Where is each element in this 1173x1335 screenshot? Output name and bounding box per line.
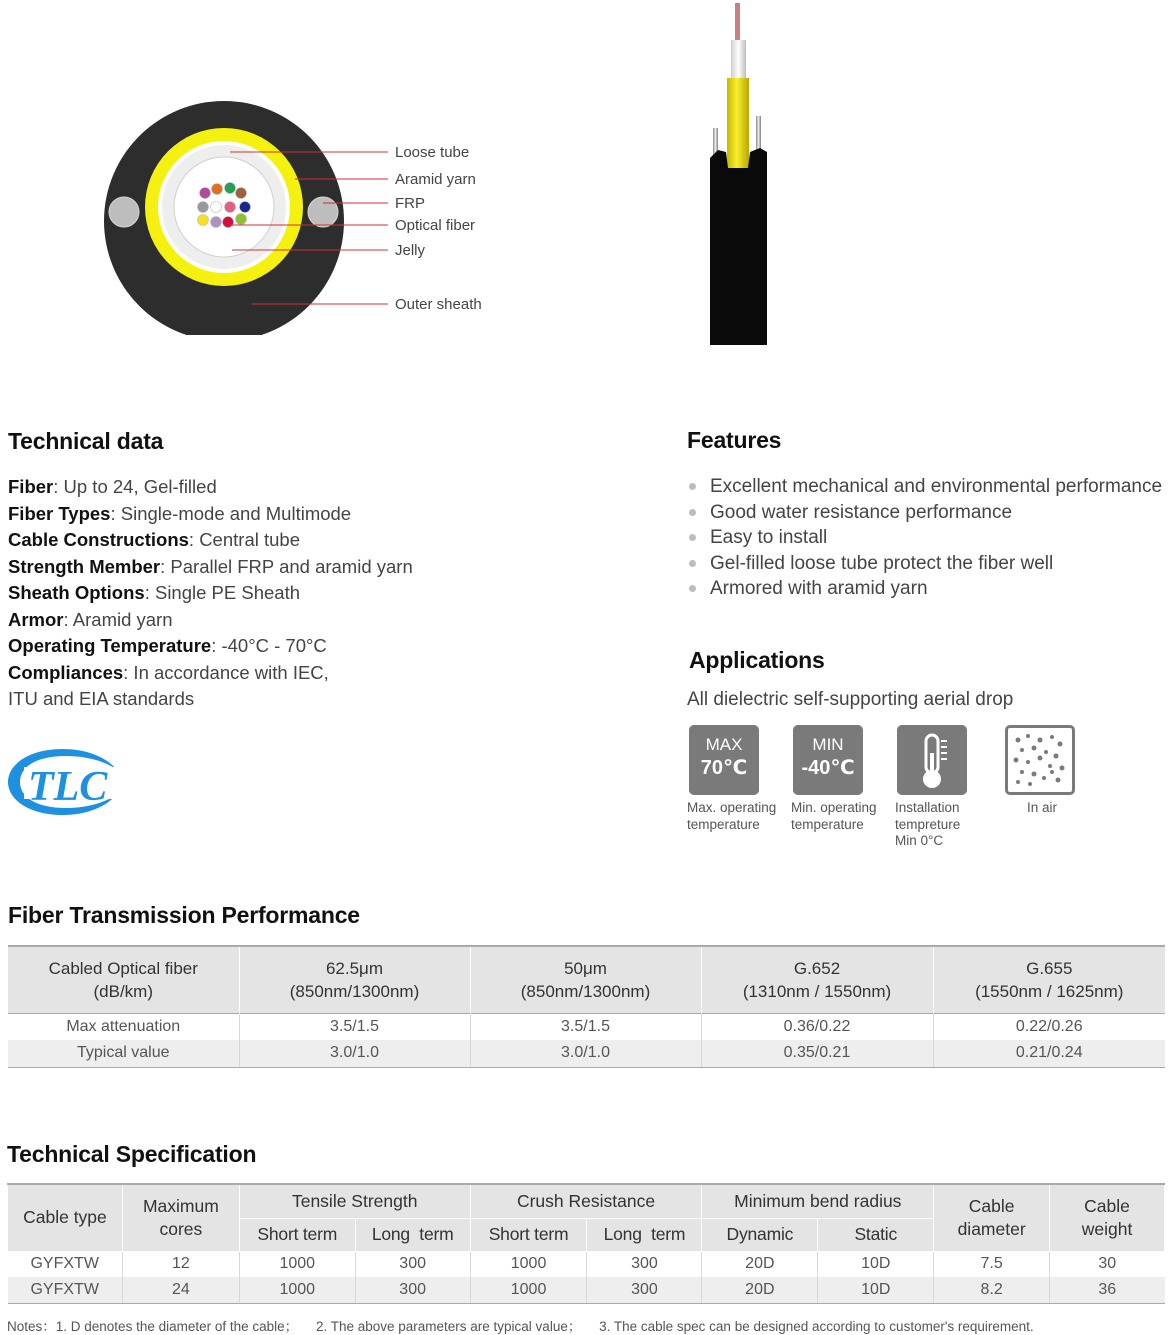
label-jelly: Jelly — [395, 242, 426, 259]
optical-fiber — [198, 202, 209, 213]
applications-text: All dielectric self-supporting aerial drop — [687, 689, 1014, 710]
table-cell: 0.36/0.22 — [701, 1013, 933, 1040]
applications-title: Applications — [689, 647, 825, 673]
technical-data-row — [8, 554, 413, 581]
features-title: Features — [687, 427, 782, 453]
header-cable-diameter: Cable diameter — [934, 1184, 1050, 1251]
header-maximum-cores: Maximum cores — [122, 1184, 239, 1251]
optical-fiber — [211, 217, 222, 228]
optical-fiber — [223, 217, 234, 228]
max-temperature-icon — [689, 725, 759, 795]
note-1: Notes：1. D denotes the diameter of the cable； — [7, 1319, 299, 1334]
row-value: : Aramid yarn — [63, 608, 173, 630]
table-cell: GYFXTW — [8, 1277, 123, 1303]
technical-data-list — [8, 474, 413, 713]
feature-item: Good water resistance performance — [688, 500, 1162, 526]
features-list — [688, 474, 1162, 602]
header-g655: G.655 (1550nm / 1625nm) — [933, 946, 1165, 1013]
table-cell: 24 — [122, 1277, 239, 1303]
technical-data-row — [8, 660, 413, 687]
technical-data-title: Technical data — [8, 428, 164, 454]
table-cell: 10D — [818, 1277, 934, 1303]
technical-data-row — [8, 580, 413, 607]
table-cell: 3.5/1.5 — [470, 1013, 701, 1040]
table-cell: GYFXTW — [8, 1251, 123, 1277]
table-cell: 3.0/1.0 — [239, 1040, 470, 1067]
header-cable-weight: Cable weight — [1050, 1184, 1165, 1251]
optical-fiber — [212, 184, 223, 195]
table-cell: 1000 — [239, 1277, 355, 1303]
optical-fiber — [236, 188, 247, 199]
table-cell: 1000 — [239, 1251, 355, 1277]
table-cell: 7.5 — [934, 1251, 1050, 1277]
header-g652: G.652 (1310nm / 1550nm) — [701, 946, 933, 1013]
header-minimum-bend-radius: Minimum bend radius — [702, 1184, 934, 1218]
row-key: Fiber — [8, 476, 54, 497]
technical-specification-title: Technical Specification — [7, 1141, 257, 1167]
technical-data-row — [8, 474, 413, 501]
min-temperature-icon — [793, 725, 863, 795]
header-crush-short-term: Short term — [470, 1218, 587, 1251]
installation-temperature-caption: Installation tempreture Min 0°C — [895, 800, 961, 848]
table-cell: Typical value — [8, 1040, 239, 1067]
table-cell: 0.21/0.24 — [933, 1040, 1165, 1067]
table-cell: 1000 — [470, 1251, 587, 1277]
row-value: : Up to 24, Gel-filled — [53, 476, 217, 497]
row-key: Strength Member — [8, 555, 161, 577]
cable-cross-section-diagram — [100, 85, 500, 335]
technical-data-row — [8, 633, 413, 660]
header-tensile-strength: Tensile Strength — [239, 1184, 470, 1218]
jelly — [174, 157, 274, 257]
optical-fiber — [225, 183, 236, 194]
in-air-caption: In air — [1027, 800, 1058, 815]
table-cell: 1000 — [470, 1277, 587, 1303]
table-cell: 300 — [355, 1251, 470, 1277]
header-tensile-long-term: Long term — [355, 1218, 470, 1251]
fiber-transmission-title: Fiber Transmission Performance — [8, 902, 360, 928]
table-row — [8, 1277, 1165, 1303]
row-value: : In accordance with IEC, — [123, 661, 329, 683]
cable-side-view-illustration — [700, 0, 780, 345]
optical-fiber — [225, 202, 236, 213]
table-cell: 0.35/0.21 — [701, 1040, 933, 1067]
optical-fiber — [198, 215, 209, 226]
technical-data-row — [8, 501, 413, 528]
optical-fiber — [200, 188, 211, 199]
row-value: : Parallel FRP and aramid yarn — [160, 555, 413, 577]
row-value: : Single PE Sheath — [144, 582, 301, 603]
row-key: Armor — [8, 608, 64, 630]
table-row — [8, 1251, 1165, 1277]
header-50um: 50μm (850nm/1300nm) — [470, 946, 701, 1013]
table-header-row — [8, 946, 1165, 1013]
table-cell: 300 — [355, 1277, 470, 1303]
row-value: : -40°C - 70°C — [211, 635, 327, 656]
table-cell: 12 — [122, 1251, 239, 1277]
row-key: Cable Constructions — [8, 529, 189, 550]
table-cell: 300 — [587, 1277, 702, 1303]
optical-fiber — [240, 202, 251, 213]
table-cell: 8.2 — [934, 1277, 1050, 1303]
loose-tube-exposed — [731, 40, 746, 80]
min-label: MIN — [812, 735, 844, 754]
header-cabled-optical-fiber: Cabled Optical fiber (dB/km) — [8, 946, 239, 1013]
header-62-5um: 62.5μm (850nm/1300nm) — [239, 946, 470, 1013]
technical-data-row — [8, 527, 413, 554]
row-key: Sheath Options — [8, 582, 145, 603]
label-loose-tube: Loose tube — [395, 144, 470, 161]
header-crush-resistance: Crush Resistance — [470, 1184, 702, 1218]
table-cell: 3.5/1.5 — [239, 1013, 470, 1040]
max-value: 70℃ — [700, 757, 748, 779]
header-cable-type: Cable type — [8, 1184, 123, 1251]
aramid-yarn-exposed — [727, 78, 749, 168]
feature-item: Armored with aramid yarn — [688, 576, 1162, 602]
header-bend-static: Static — [818, 1218, 934, 1251]
label-frp: FRP — [395, 195, 425, 212]
optical-fiber — [211, 202, 222, 213]
table-cell: 0.22/0.26 — [933, 1013, 1165, 1040]
row-value: : Central tube — [188, 529, 300, 550]
table-cell: Max attenuation — [8, 1013, 239, 1040]
fiber-transmission-table — [8, 945, 1165, 1068]
feature-item: Excellent mechanical and environmental performance — [688, 474, 1162, 500]
table-row — [8, 1013, 1165, 1040]
table-header-row — [8, 1184, 1165, 1218]
thermometer-icon — [897, 725, 967, 795]
min-value: -40℃ — [801, 757, 855, 779]
header-bend-dynamic: Dynamic — [702, 1218, 818, 1251]
optical-fiber — [236, 214, 247, 225]
header-tensile-short-term: Short term — [239, 1218, 355, 1251]
technical-specification-table — [7, 1183, 1165, 1304]
outer-sheath-exposed — [710, 148, 767, 345]
table-cell: 36 — [1050, 1277, 1165, 1303]
logo-text: TLC — [28, 764, 108, 810]
min-temperature-caption: Min. operating temperature — [791, 800, 877, 832]
note-2: 2. The above parameters are typical value； — [315, 1319, 582, 1334]
feature-item: Easy to install — [688, 525, 1162, 551]
table-row — [8, 1040, 1165, 1067]
note-3: 3. The cable spec can be designed according to customer's requirement. — [599, 1319, 1034, 1334]
label-outer-sheath: Outer sheath — [395, 296, 482, 313]
max-temperature-caption: Max. operating temperature — [687, 800, 777, 832]
table-cell: 3.0/1.0 — [470, 1040, 701, 1067]
max-label: MAX — [705, 735, 743, 754]
technical-data-row — [8, 607, 413, 634]
notes — [7, 1315, 1048, 1335]
table-cell: 300 — [587, 1251, 702, 1277]
table-cell: 30 — [1050, 1251, 1165, 1277]
table-cell: 10D — [818, 1251, 934, 1277]
technical-data-continuation: ITU and EIA standards — [8, 688, 195, 709]
row-key: Operating Temperature — [8, 635, 212, 656]
row-key: Compliances — [8, 661, 124, 683]
table-cell: 20D — [702, 1251, 818, 1277]
header-crush-long-term: Long term — [587, 1218, 702, 1251]
feature-item: Gel-filled loose tube protect the fiber well — [688, 551, 1162, 577]
frp-right — [308, 197, 338, 227]
row-value: : Single-mode and Multimode — [110, 502, 352, 524]
in-air-icon — [1005, 725, 1075, 795]
frp-left — [109, 197, 139, 227]
tlc-logo — [6, 745, 121, 817]
label-optical-fiber: Optical fiber — [395, 217, 476, 234]
label-aramid-yarn: Aramid yarn — [395, 171, 476, 188]
table-cell: 20D — [702, 1277, 818, 1303]
row-key: Fiber Types — [8, 502, 111, 524]
